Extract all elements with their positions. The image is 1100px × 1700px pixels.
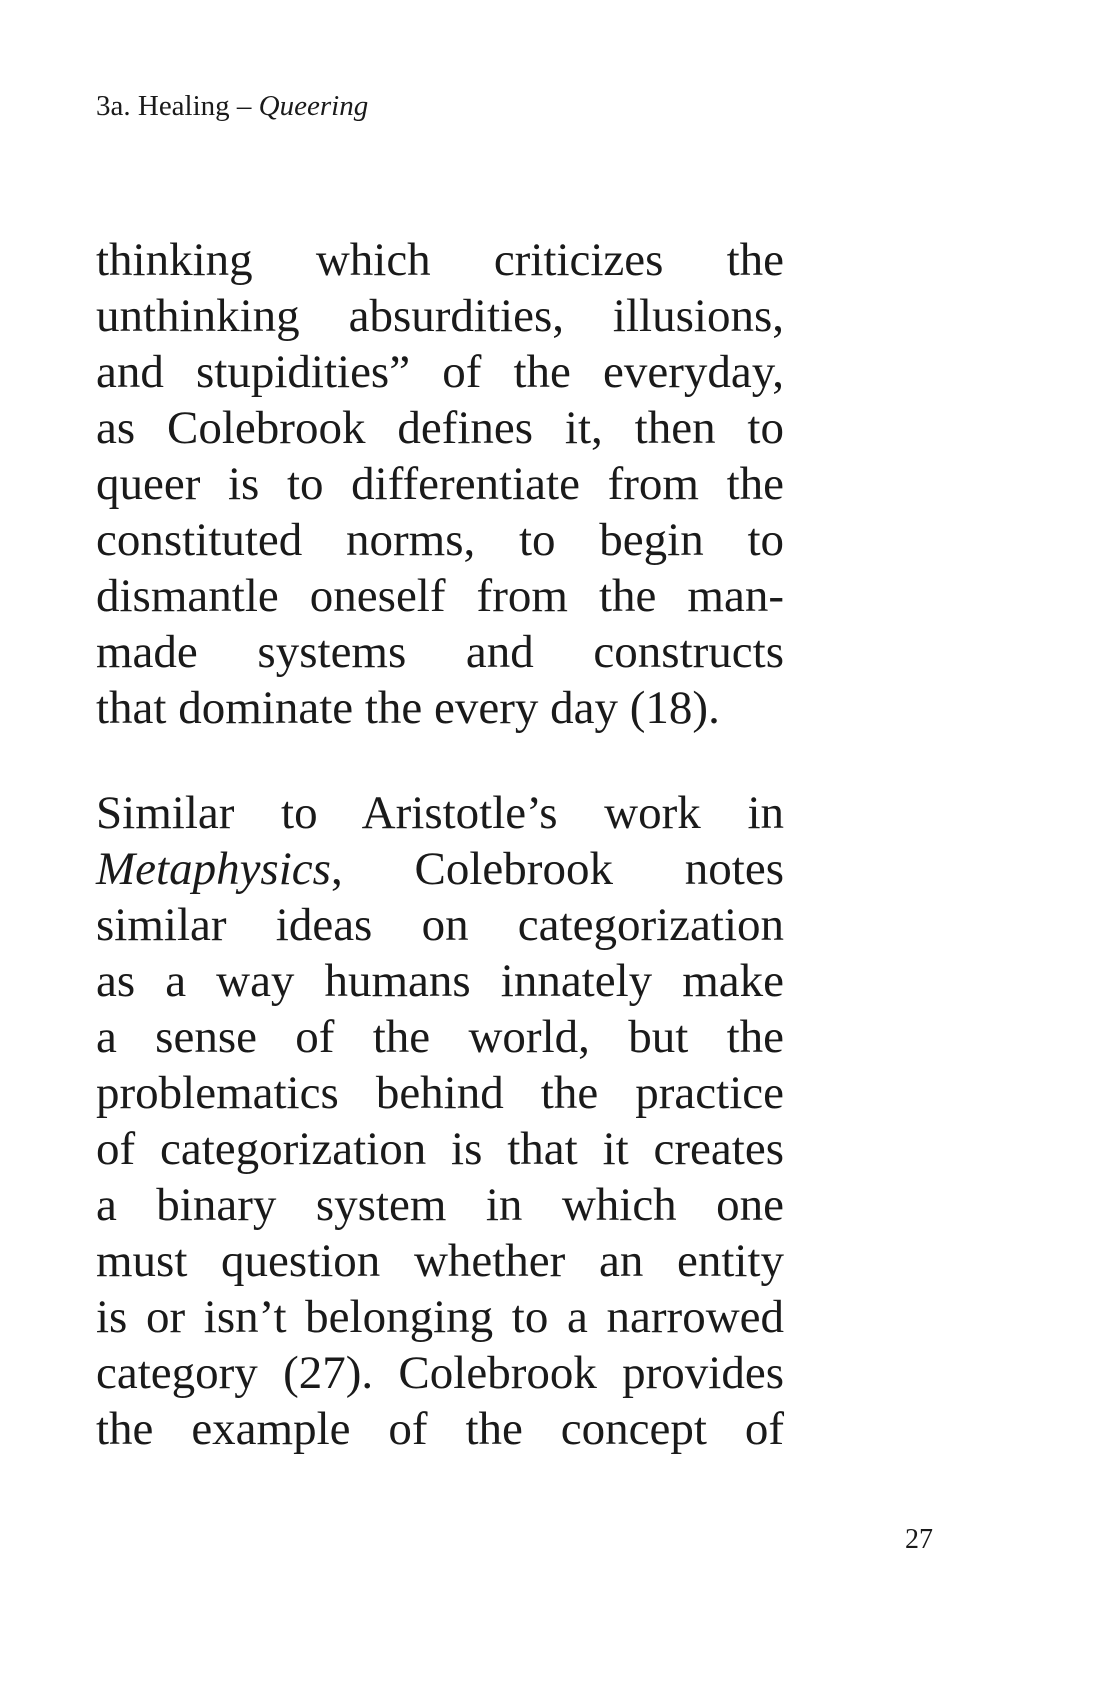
running-header bbox=[96, 88, 368, 124]
text-line-with-italic bbox=[96, 841, 784, 897]
book-title: Metaphysics bbox=[96, 843, 331, 895]
header-title: Queering bbox=[258, 90, 369, 122]
text-line: that dominate the every day (18). bbox=[96, 682, 720, 734]
paragraph-1 bbox=[96, 232, 784, 736]
header-separator: – bbox=[229, 90, 259, 122]
text-line: is or isn’t belonging to a narrowed bbox=[96, 1291, 784, 1343]
text-line: unthinking absurdities, illusions, bbox=[96, 290, 784, 342]
text-line: Similar to Aristotle’s work in bbox=[96, 787, 784, 839]
header-section: 3a. Healing bbox=[96, 90, 230, 122]
paragraph-2 bbox=[96, 785, 784, 1457]
text-line: similar ideas on categorization bbox=[96, 899, 784, 951]
text-line: category (27). Colebrook provides bbox=[96, 1347, 784, 1399]
text-line: and stupidities” of the everyday, bbox=[96, 346, 784, 398]
text-line: queer is to differentiate from the bbox=[96, 458, 784, 510]
text-line: must question whether an entity bbox=[96, 1235, 784, 1287]
text-line: as a way humans innately make bbox=[96, 955, 784, 1007]
text-line: a sense of the world, but the bbox=[96, 1011, 784, 1063]
text-line: made systems and constructs bbox=[96, 626, 784, 678]
text-line: as Colebrook defines it, then to bbox=[96, 402, 784, 454]
text-line: dismantle oneself from the man- bbox=[96, 570, 784, 622]
text-line: constituted norms, to begin to bbox=[96, 514, 784, 566]
page-number: 27 bbox=[905, 1524, 933, 1555]
text-line: a binary system in which one bbox=[96, 1179, 784, 1231]
text-fragment: , Colebrook notes bbox=[330, 843, 784, 895]
text-line: of categorization is that it creates bbox=[96, 1123, 784, 1175]
text-line: the example of the concept of bbox=[96, 1403, 784, 1455]
text-line: problematics behind the practice bbox=[96, 1067, 784, 1119]
text-line: thinking which criticizes the bbox=[96, 234, 784, 286]
